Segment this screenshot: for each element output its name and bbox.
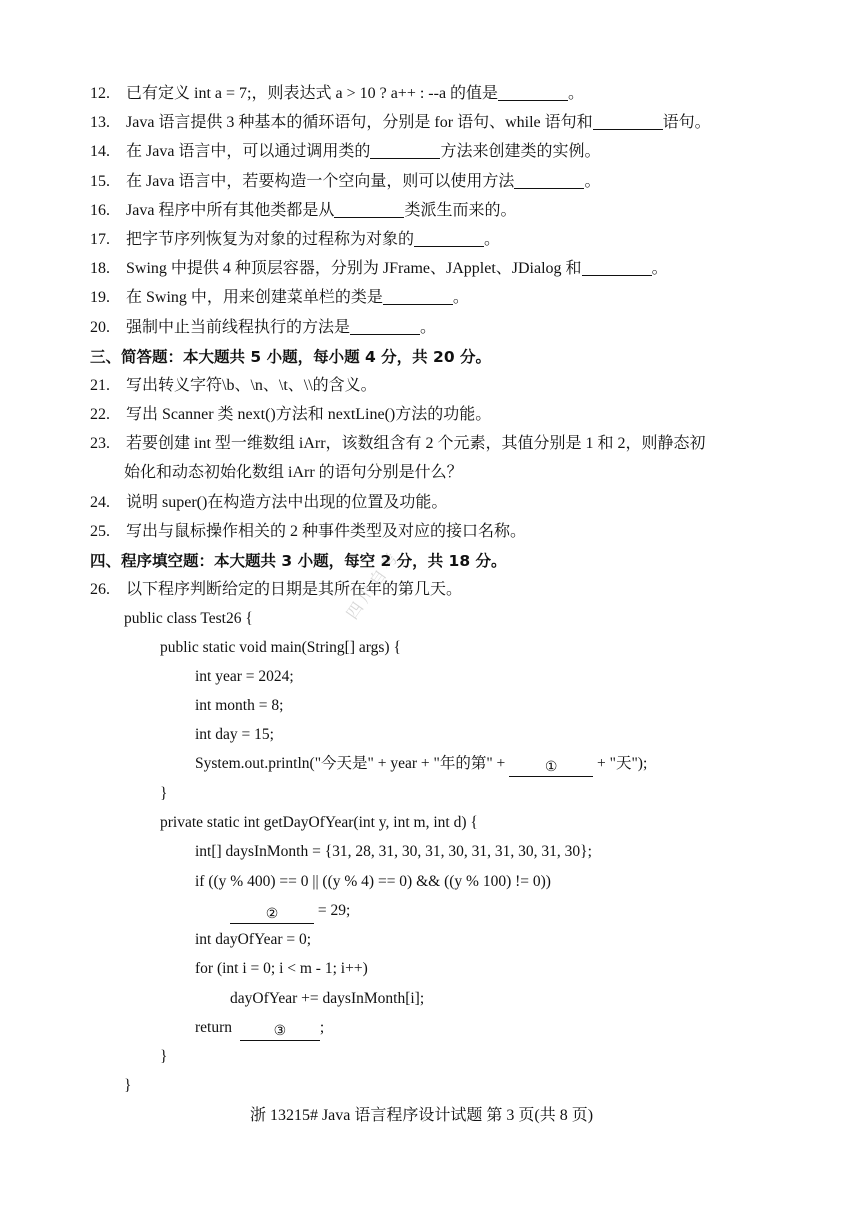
code-line: int day = 15; bbox=[195, 726, 274, 743]
code-line: ② = 29; bbox=[230, 901, 350, 924]
section-heading-program-fill: 四、程序填空题：本大题共 3 小题，每空 2 分，共 18 分。 bbox=[90, 552, 507, 570]
code-line: System.out.println("今天是" + year + "年的第" + ① + "天"); bbox=[195, 755, 648, 775]
code-line: int[] daysInMonth = {31, 28, 31, 30, 31, 30, 31, 31, 30, 31, 30}; bbox=[195, 843, 592, 860]
question-23-continuation: 始化和动态初始化数组 iArr 的语句分别是什么？ bbox=[124, 464, 463, 481]
answer-blank bbox=[514, 172, 584, 189]
code-line: return ③ ; bbox=[195, 1019, 325, 1039]
code-line: int dayOfYear = 0; bbox=[195, 931, 312, 948]
question-22: 22. 写出 Scanner 类 next()方法和 nextLine()方法的功能。 bbox=[90, 406, 492, 423]
answer-blank-1: ① bbox=[509, 758, 593, 777]
code-line: for (int i = 0; i < m - 1; i++) bbox=[195, 960, 368, 977]
answer-blank bbox=[370, 142, 440, 159]
question-13: 13. Java 语言提供 3 种基本的循环语句，分别是 for 语句、while 语句和 语句。 bbox=[90, 114, 711, 131]
answer-blank bbox=[593, 113, 663, 130]
code-line: public class Test26 { bbox=[124, 610, 253, 627]
question-21: 21. 写出转义字符\b、\n、\t、\\的含义。 bbox=[90, 377, 377, 394]
section-heading-short-answer: 三、简答题：本大题共 5 小题，每小题 4 分，共 20 分。 bbox=[90, 348, 492, 366]
code-line: dayOfYear += daysInMonth[i]; bbox=[230, 990, 425, 1007]
answer-blank bbox=[414, 230, 484, 247]
question-24: 24. 说明 super()在构造方法中出现的位置及功能。 bbox=[90, 494, 448, 511]
question-20: 20. 强制中止当前线程执行的方法是 。 bbox=[90, 319, 437, 336]
question-15: 15. 在 Java 语言中，若要构造一个空向量，则可以使用方法 。 bbox=[90, 173, 601, 190]
question-19: 19. 在 Swing 中，用来创建菜单栏的类是 。 bbox=[90, 289, 469, 306]
code-line: } bbox=[160, 785, 168, 802]
answer-blank bbox=[334, 201, 404, 218]
answer-blank bbox=[350, 318, 420, 335]
code-line: } bbox=[160, 1048, 168, 1065]
answer-blank-3: ③ bbox=[240, 1022, 320, 1041]
code-line: int year = 2024; bbox=[195, 668, 294, 685]
code-line: } bbox=[124, 1077, 132, 1094]
answer-blank-2: ② bbox=[230, 905, 314, 924]
question-12: 12. 已有定义 int a = 7;，则表达式 a > 10 ? a++ : --a 的值是 。 bbox=[90, 85, 585, 102]
answer-blank bbox=[498, 84, 568, 101]
answer-blank bbox=[582, 259, 652, 276]
question-23: 23. 若要创建 int 型一维数组 iArr，该数组含有 2 个元素，其值分别是 1 和 2，则静态初 bbox=[90, 435, 706, 452]
code-line: private static int getDayOfYear(int y, int m, int d) { bbox=[160, 814, 478, 831]
question-17: 17. 把字节序列恢复为对象的过程称为对象的 。 bbox=[90, 231, 501, 248]
question-16: 16. Java 程序中所有其他类都是从 类派生而来的。 bbox=[90, 202, 517, 219]
question-25: 25. 写出与鼠标操作相关的 2 种事件类型及对应的接口名称。 bbox=[90, 523, 527, 540]
code-line: if ((y % 400) == 0 || ((y % 4) == 0) && ((y % 100) != 0)) bbox=[195, 873, 551, 890]
code-line: public static void main(String[] args) { bbox=[160, 639, 401, 656]
question-18: 18. Swing 中提供 4 种顶层容器，分别为 JFrame、JApplet、JDialog 和 。 bbox=[90, 260, 668, 277]
answer-blank bbox=[383, 288, 453, 305]
question-14: 14. 在 Java 语言中，可以通过调用类的 方法来创建类的实例。 bbox=[90, 143, 601, 160]
question-26: 26. 以下程序判断给定的日期是其所在年的第几天。 bbox=[90, 581, 463, 598]
code-line: int month = 8; bbox=[195, 697, 284, 714]
watermark: 四川自考 bbox=[344, 547, 404, 623]
page-footer: 浙 13215# Java 语言程序设计试题 第 3 页(共 8 页) bbox=[249, 1107, 594, 1124]
